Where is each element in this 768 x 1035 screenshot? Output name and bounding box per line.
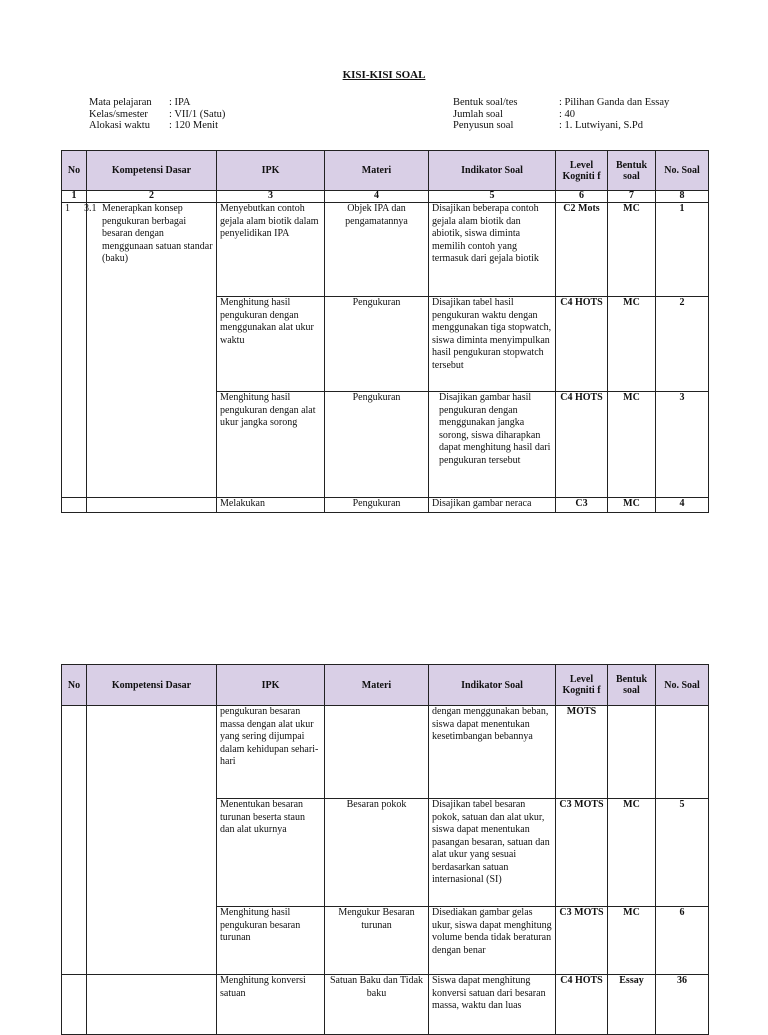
bentuk-cell: MC [608,203,656,297]
meta-row [453,109,669,121]
table-header-row [62,151,709,191]
indikator-cell: Disajikan tabel hasil pengukuran waktu dengan menggunakan tiga stopwatch, siswa diminta menyimpulkan hasil pengukuran stopwatch tersebut [429,297,556,392]
table-row [62,975,709,1035]
row-no: 1 [62,203,87,498]
level-cell: C3 MOTS [556,907,608,975]
column-number: 5 [429,191,556,203]
ipk-cell: Melakukan [217,498,325,513]
meta-value: : Pilihan Ganda dan Essay [559,97,670,108]
meta-value: : VII/1 (Satu) [169,108,226,120]
nosoal-cell: 4 [656,498,709,513]
bentuk-cell: MC [608,799,656,907]
indikator-cell: Disajikan tabel besaran pokok, satuan dan alat ukur, siswa dapat menentukan pasangan besaran, satuan dan alat ukur yang sesuai berdasarkan satuan internasional (SI) [429,799,556,907]
meta-row [453,97,669,109]
table-row [62,203,709,297]
meta-label: Bentuk soal/tes [453,97,518,108]
level-cell: MOTS [556,706,608,799]
header-bentuk-soal: Bentuk soal [608,151,656,191]
header-level-kognitif: Level Kogniti f [556,151,608,191]
bentuk-cell: MC [608,498,656,513]
header-no-soal: No. Soal [656,151,709,191]
level-cell: C2 Mots [556,203,608,297]
header-ipk: IPK [217,665,325,706]
materi-cell: Pengukuran [325,498,429,513]
column-number: 8 [656,191,709,203]
meta-value: : 40 [559,108,576,120]
meta-value: : 120 Menit [169,120,218,131]
bentuk-cell: MC [608,392,656,498]
header-no-soal: No. Soal [656,665,709,706]
meta-left [89,97,225,132]
ipk-cell: Menentukan besaran turunan beserta staun dan alat ukurnya [217,799,325,907]
indikator-cell: Disajikan gambar hasil pengukuran dengan menggunakan jangka sorong, siswa diharapkan dapat menghitung hasil dari pengukuran tersebut [429,392,556,498]
ipk-cell: Menyebutkan contoh gejala alam biotik dalam penyelidikan IPA [217,203,325,297]
materi-cell: Pengukuran [325,297,429,392]
materi-cell: Pengukuran [325,392,429,498]
column-number: 1 [62,191,87,203]
header-ipk: IPK [217,151,325,191]
meta-row [89,109,225,121]
indikator-cell: Siswa dapat menghitung konversi satuan dari besaran massa, waktu dan luas [429,975,556,1035]
level-cell: C4 HOTS [556,297,608,392]
level-cell: C4 HOTS [556,975,608,1035]
header-materi: Materi [325,665,429,706]
materi-cell [325,706,429,799]
ipk-cell: Menghitung hasil pengukuran besaran turunan [217,907,325,975]
indikator-cell: dengan menggunakan beban, siswa dapat menentukan kesetimbangan bebannya [429,706,556,799]
row-no [62,706,87,975]
kisi-table-2 [61,664,709,1035]
meta-label: Kelas/smester [89,108,148,120]
header-level-kognitif: Level Kogniti f [556,665,608,706]
meta-row [89,97,225,109]
meta-value: : IPA [169,97,191,108]
materi-cell: Satuan Baku dan Tidak baku [325,975,429,1035]
column-number: 3 [217,191,325,203]
column-number: 4 [325,191,429,203]
meta-row [89,120,225,132]
materi-cell: Mengukur Besaran turunan [325,907,429,975]
kompetensi-dasar-cell [87,706,217,975]
header-kompetensi-dasar: Kompetensi Dasar [87,151,217,191]
column-number: 6 [556,191,608,203]
column-number: 2 [87,191,217,203]
materi-cell: Objek IPA dan pengamatannya [325,203,429,297]
header-kompetensi-dasar: Kompetensi Dasar [87,665,217,706]
header-indikator-soal: Indikator Soal [429,665,556,706]
meta-value: : 1. Lutwiyani, S.Pd [559,120,644,131]
kompetensi-dasar-cell [87,498,217,513]
header-no: No [62,665,87,706]
kompetensi-dasar-cell [87,975,217,1035]
nosoal-cell: 36 [656,975,709,1035]
nosoal-cell: 6 [656,907,709,975]
kd-text: Menerapkan konsep pengukuran berbagai besaran dengan menggunaan satuan standar (baku) [102,203,213,264]
kisi-table-1 [61,150,709,513]
nosoal-cell: 2 [656,297,709,392]
meta-label: Alokasi waktu [89,120,150,131]
ipk-cell: pengukuran besaran massa dengan alat ukur yang sering dijumpai dalam kehidupan sehari-hari [217,706,325,799]
bentuk-cell: MC [608,907,656,975]
header-indikator-soal: Indikator Soal [429,151,556,191]
nosoal-cell: 3 [656,392,709,498]
table-row [62,706,709,799]
table-header-row [62,665,709,706]
bentuk-cell: Essay [608,975,656,1035]
ipk-cell: Menghitung konversi satuan [217,975,325,1035]
header-bentuk-soal: Bentuk soal [608,665,656,706]
meta-label: Mata pelajaran [89,97,152,108]
kompetensi-dasar-cell [84,203,217,498]
meta-label: Penyusun soal [453,120,514,131]
ipk-cell: Menghitung hasil pengukuran dengan alat ukur jangka sorong [217,392,325,498]
column-number: 7 [608,191,656,203]
bentuk-cell [608,706,656,799]
materi-cell: Besaran pokok [325,799,429,907]
indikator-cell: Disediakan gambar gelas ukur, siswa dapat menghitung volume benda tidak beraturan dengan benar [429,907,556,975]
nosoal-cell: 1 [656,203,709,297]
row-no [62,498,87,513]
level-cell: C4 HOTS [556,392,608,498]
ipk-cell: Menghitung hasil pengukuran dengan menggunakan alat ukur waktu [217,297,325,392]
document-title: KISI-KISI SOAL [342,69,426,81]
row-no [62,975,87,1035]
header-no: No [62,151,87,191]
header-materi: Materi [325,151,429,191]
indikator-cell: Disajikan beberapa contoh gejala alam biotik dan abiotik, siswa diminta memilih contoh yang termasuk dari gejala biotik [429,203,556,297]
meta-label: Jumlah soal [453,108,503,120]
column-number-row [62,191,709,203]
nosoal-cell [656,706,709,799]
kd-number: 3.1 [84,203,97,214]
indikator-cell: Disajikan gambar neraca [429,498,556,513]
meta-row [453,120,669,132]
meta-right [453,97,669,132]
bentuk-cell: MC [608,297,656,392]
level-cell: C3 MOTS [556,799,608,907]
table-row [62,498,709,513]
level-cell: C3 [556,498,608,513]
nosoal-cell: 5 [656,799,709,907]
